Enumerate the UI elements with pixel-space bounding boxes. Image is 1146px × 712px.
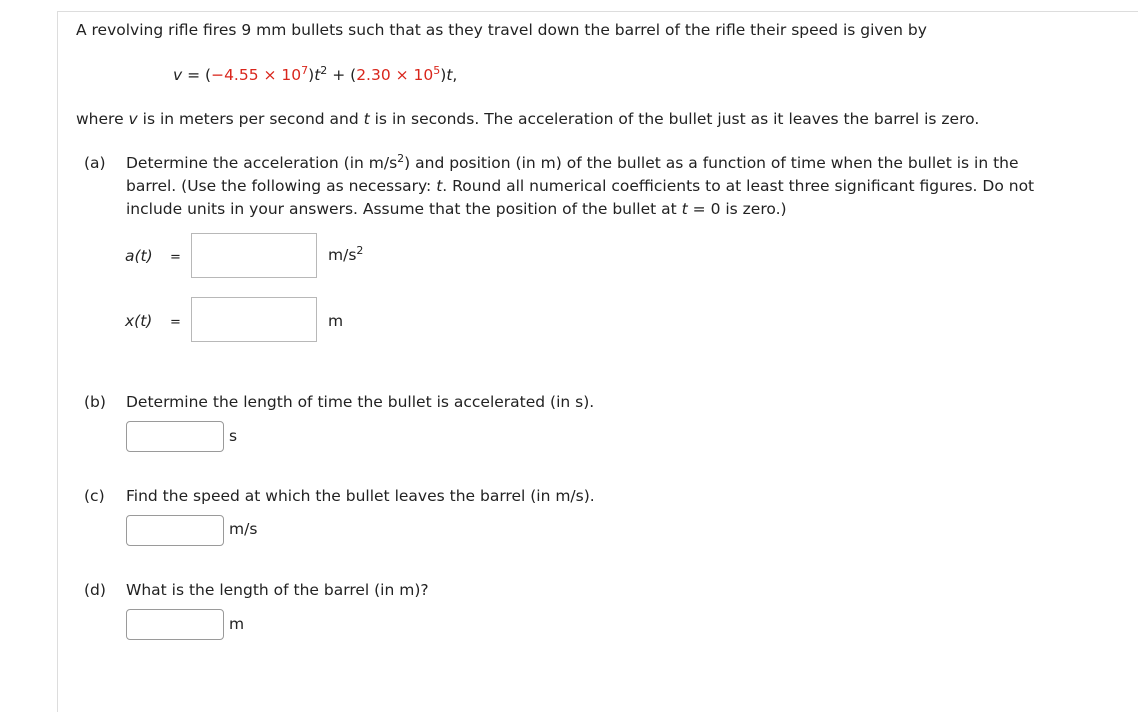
barrel-length-unit: m <box>229 615 245 633</box>
part-a-text-1: Determine the acceleration (in m/s <box>126 154 398 172</box>
time-unit: s <box>229 427 238 445</box>
part-d <box>84 579 1124 602</box>
where-text-3: is in seconds. The acceleration of the bullet just as it leaves the barrel is zero. <box>369 110 980 128</box>
part-a <box>84 152 1124 224</box>
part-b-label: (b) <box>84 393 106 411</box>
part-a-var-t-2: t <box>681 200 688 218</box>
eq-plus: + ( <box>327 66 357 84</box>
where-var-t: t <box>363 110 370 128</box>
where-var-v: v <box>128 110 138 128</box>
part-d-label: (d) <box>84 581 106 599</box>
time-input[interactable] <box>126 421 224 452</box>
exponent-2: 5 <box>433 63 441 77</box>
var-v: v <box>173 66 183 84</box>
eq-paren-1: ) <box>308 66 315 84</box>
speed-equation <box>173 64 457 87</box>
part-a-line-2 <box>126 175 1116 198</box>
barrel-length-input[interactable] <box>126 609 224 640</box>
coefficient-2: 2.30 × 10 <box>356 66 434 84</box>
acceleration-unit-sup: 2 <box>356 243 364 257</box>
part-a-text-2a: barrel. (Use the following as necessary: <box>126 177 437 195</box>
problem-intro: A revolving rifle fires 9 mm bullets such that as they travel down the barrel of the rifle their speed is given by <box>76 21 927 39</box>
t-power: 2 <box>320 63 328 77</box>
part-b <box>84 391 1124 414</box>
acceleration-unit <box>328 245 363 265</box>
part-a-line-1 <box>126 152 1116 175</box>
where-text-1: where <box>76 110 129 128</box>
position-equals: = <box>170 315 181 330</box>
part-a-var-t: t <box>436 177 443 195</box>
part-a-label: (a) <box>84 154 106 172</box>
part-a-text-3b: = 0 is zero.) <box>687 200 787 218</box>
speed-input[interactable] <box>126 515 224 546</box>
where-statement <box>76 108 979 131</box>
eq-end: , <box>452 66 458 84</box>
coefficient-1: −4.55 × 10 <box>211 66 302 84</box>
position-input[interactable] <box>191 297 317 342</box>
acceleration-unit-text: m/s <box>328 246 357 264</box>
where-text-2: is in meters per second and <box>137 110 364 128</box>
var-t-2: t <box>446 66 453 84</box>
position-label: x(t) <box>125 312 153 330</box>
part-c-prompt: Find the speed at which the bullet leaves the barrel (in m/s). <box>126 487 595 505</box>
var-t-1: t <box>314 66 321 84</box>
position-unit: m <box>328 312 344 330</box>
part-a-text-3a: include units in your answers. Assume that the position of the bullet at <box>126 200 682 218</box>
acceleration-equals: = <box>170 250 181 265</box>
acceleration-label: a(t) <box>125 247 153 265</box>
acceleration-input[interactable] <box>191 233 317 278</box>
part-a-text-1b: ) and position (in m) of the bullet as a function of time when the bullet is in the <box>404 154 1019 172</box>
part-a-line-3 <box>126 198 1116 221</box>
eq-part: = ( <box>182 66 212 84</box>
part-a-text-2b: . Round all numerical coefficients to at least three significant figures. Do not <box>442 177 1035 195</box>
part-c <box>84 485 1124 508</box>
part-a-prompt <box>126 152 1116 221</box>
exponent-1: 7 <box>301 63 309 77</box>
part-c-label: (c) <box>84 487 105 505</box>
eq-paren-2: ) <box>440 66 447 84</box>
speed-unit: m/s <box>229 520 258 538</box>
part-b-prompt: Determine the length of time the bullet is accelerated (in s). <box>126 393 595 411</box>
part-a-sup: 2 <box>397 151 405 165</box>
part-d-prompt: What is the length of the barrel (in m)? <box>126 581 429 599</box>
